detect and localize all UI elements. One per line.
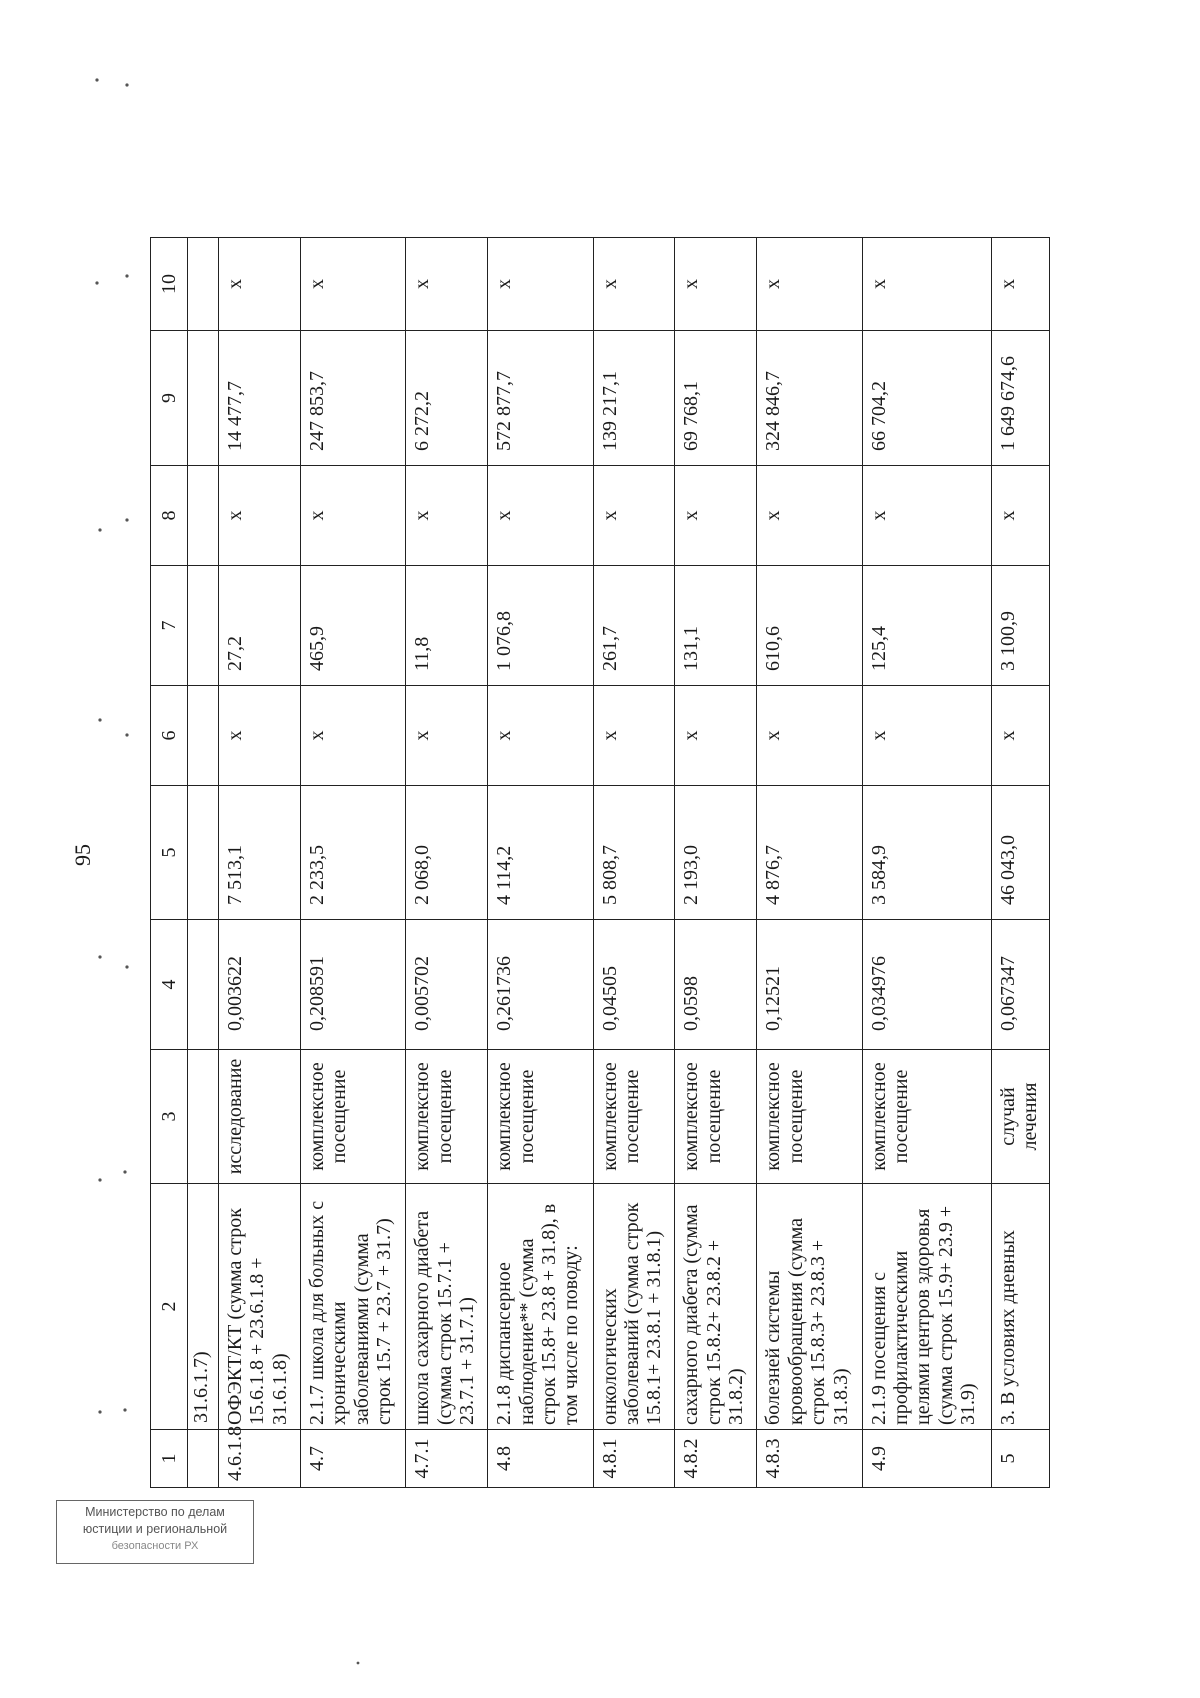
table-cell: х [406, 238, 488, 331]
table-row [991, 238, 1049, 1488]
table-row [300, 238, 405, 1488]
table-row [488, 238, 593, 1488]
table-cell: х [593, 686, 675, 786]
table-cell: 139 217,1 [593, 331, 675, 466]
table-cell: х [406, 466, 488, 566]
table-cell: 0,034976 [862, 920, 991, 1050]
table-cell: х [593, 466, 675, 566]
table-cell: х [593, 238, 675, 331]
table-row [219, 238, 301, 1488]
table-cell: 4.8 [488, 1430, 593, 1488]
table-cell [188, 466, 219, 566]
table-cell: 4.7 [300, 1430, 405, 1488]
table-cell: комплексное посещение [488, 1050, 593, 1184]
table-cell: болезней системы кровообращения (сумма строк 15.8.3+ 23.8.3 + 31.8.3) [757, 1184, 862, 1430]
table-cell: 4 876,7 [757, 786, 862, 920]
data-table [150, 237, 1050, 1488]
table-cell: 69 768,1 [675, 331, 757, 466]
table-cell: 0,003622 [219, 920, 301, 1050]
table-cell: 610,6 [757, 566, 862, 686]
table-cell: х [675, 238, 757, 331]
table-cell: 4.8.1 [593, 1430, 675, 1488]
table-cell: 27,2 [219, 566, 301, 686]
table-cell: 261,7 [593, 566, 675, 686]
table-continuation-row [188, 238, 219, 1488]
table-cell: х [300, 466, 405, 566]
table-cell [188, 331, 219, 466]
table-row [406, 238, 488, 1488]
table-cell: 5 [991, 1430, 1049, 1488]
table-cell: 4 114,2 [488, 786, 593, 920]
column-header: 8 [151, 466, 188, 566]
table-cell [188, 566, 219, 686]
table-cell: 0,067347 [991, 920, 1049, 1050]
column-header: 10 [151, 238, 188, 331]
column-header: 9 [151, 331, 188, 466]
table-cell [188, 1430, 219, 1488]
table-header-row [151, 238, 188, 1488]
table-cell: 0,04505 [593, 920, 675, 1050]
table-cell: х [991, 238, 1049, 331]
table-cell: комплексное посещение [757, 1050, 862, 1184]
stamp-line: юстиции и региональной [82, 1522, 228, 1536]
column-header: 5 [151, 786, 188, 920]
table-row [593, 238, 675, 1488]
table-cell: х [991, 466, 1049, 566]
table-cell: комплексное посещение [406, 1050, 488, 1184]
table-cell: 3. В условиях дневных [991, 1184, 1049, 1430]
data-table-container [150, 238, 1050, 1488]
table-cell: х [675, 686, 757, 786]
table-cell: х [862, 238, 991, 331]
table-cell: х [300, 238, 405, 331]
table-cell: 3 100,9 [991, 566, 1049, 686]
table-cell: 1 076,8 [488, 566, 593, 686]
table-cell: х [300, 686, 405, 786]
column-header: 2 [151, 1184, 188, 1430]
table-cell [188, 686, 219, 786]
table-cell: 572 877,7 [488, 331, 593, 466]
table-cell: 0,005702 [406, 920, 488, 1050]
table-cell: 0,0598 [675, 920, 757, 1050]
table-cell: комплексное посещение [593, 1050, 675, 1184]
table-cell: 4.9 [862, 1430, 991, 1488]
table-cell: 14 477,7 [219, 331, 301, 466]
table-cell: 0,208591 [300, 920, 405, 1050]
table-cell: х [675, 466, 757, 566]
table-row [757, 238, 862, 1488]
table-cell: х [406, 686, 488, 786]
table-cell: 247 853,7 [300, 331, 405, 466]
table-cell: комплексное посещение [675, 1050, 757, 1184]
table-cell: 4.8.3 [757, 1430, 862, 1488]
table-cell: 66 704,2 [862, 331, 991, 466]
table-cell: 31.6.1.7) [188, 1184, 219, 1430]
table-cell [188, 920, 219, 1050]
table-cell: 2 193,0 [675, 786, 757, 920]
table-cell: х [862, 686, 991, 786]
table-cell: 0,12521 [757, 920, 862, 1050]
table-cell: х [219, 238, 301, 331]
table-cell: 6 272,2 [406, 331, 488, 466]
table-cell: х [488, 466, 593, 566]
column-header: 1 [151, 1430, 188, 1488]
table-cell: комплексное посещение [862, 1050, 991, 1184]
table-cell: 46 043,0 [991, 786, 1049, 920]
table-cell: х [488, 686, 593, 786]
table-cell: ОФЭКТ/КТ (сумма строк 15.6.1.8 + 23.6.1.8 + 31.6.1.8) [219, 1184, 301, 1430]
table-cell: х [757, 466, 862, 566]
table-cell: х [219, 686, 301, 786]
table-cell: онкологических заболеваний (сумма строк 15.8.1+ 23.8.1 + 31.8.1) [593, 1184, 675, 1430]
table-cell: 2 068,0 [406, 786, 488, 920]
table-cell: 465,9 [300, 566, 405, 686]
table-cell: х [219, 466, 301, 566]
table-cell: х [991, 686, 1049, 786]
table-cell: х [488, 238, 593, 331]
table-cell: 4.6.1.8 [219, 1430, 301, 1488]
table-cell [188, 786, 219, 920]
table-row [675, 238, 757, 1488]
page-number: 95 [70, 844, 95, 866]
table-cell: 2.1.8 диспансерное наблюдение** (сумма строк 15.8+ 23.8 + 31.8), в том числе по поводу: [488, 1184, 593, 1430]
table-cell: 5 808,7 [593, 786, 675, 920]
table-cell: случай лечения [991, 1050, 1049, 1184]
table-row [862, 238, 991, 1488]
table-cell: комплексное посещение [300, 1050, 405, 1184]
table-cell: 7 513,1 [219, 786, 301, 920]
column-header: 3 [151, 1050, 188, 1184]
table-cell: 4.8.2 [675, 1430, 757, 1488]
table-cell: 3 584,9 [862, 786, 991, 920]
table-cell: 2 233,5 [300, 786, 405, 920]
table-cell: 2.1.9 посещения с профилактическими целями центров здоровья (сумма строк 15.9+ 23.9 + 31.9) [862, 1184, 991, 1430]
column-header: 7 [151, 566, 188, 686]
table-cell: х [862, 466, 991, 566]
column-header: 4 [151, 920, 188, 1050]
table-cell: 4.7.1 [406, 1430, 488, 1488]
registration-stamp [56, 1500, 254, 1564]
table-cell: школа сахарного диабета (сумма строк 15.7.1 + 23.7.1 + 31.7.1) [406, 1184, 488, 1430]
table-cell: х [757, 686, 862, 786]
table-cell: 11,8 [406, 566, 488, 686]
table-cell: сахарного диабета (сумма строк 15.8.2+ 23.8.2 + 31.8.2) [675, 1184, 757, 1430]
table-cell [188, 238, 219, 331]
table-cell: х [757, 238, 862, 331]
stamp-line: Министерство по делам [85, 1505, 225, 1519]
column-header: 6 [151, 686, 188, 786]
table-cell: 1 649 674,6 [991, 331, 1049, 466]
stamp-line: безопасности РХ [111, 1540, 199, 1552]
table-cell [188, 1050, 219, 1184]
table-cell: исследование [219, 1050, 301, 1184]
table-cell: 324 846,7 [757, 331, 862, 466]
table-cell: 131,1 [675, 566, 757, 686]
table-cell: 2.1.7 школа для больных с хроническими заболеваниями (сумма строк 15.7 + 23.7 + 31.7) [300, 1184, 405, 1430]
table-cell: 125,4 [862, 566, 991, 686]
table-cell: 0,261736 [488, 920, 593, 1050]
